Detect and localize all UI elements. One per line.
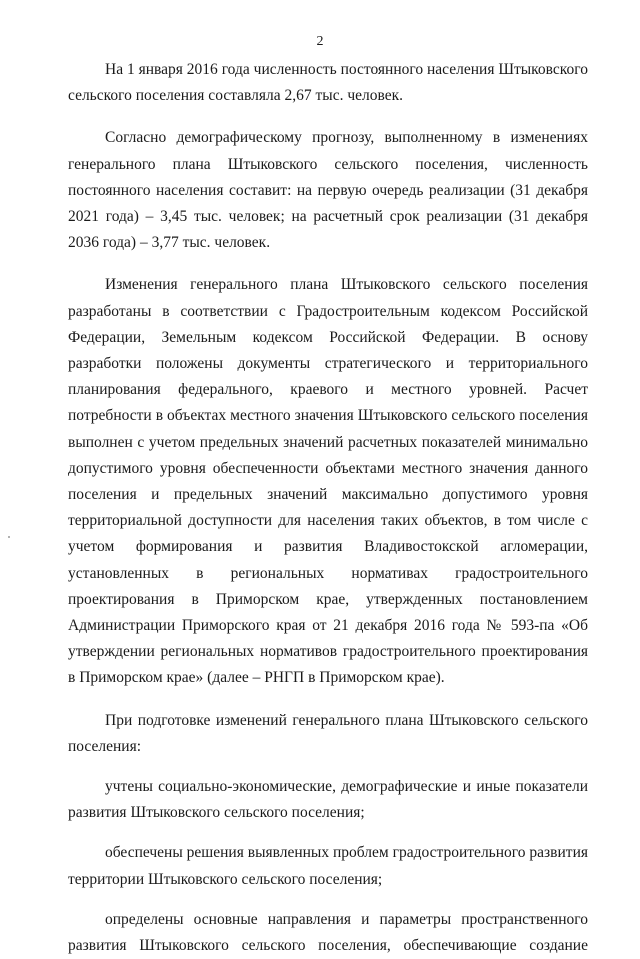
paragraph-preparation-intro: При подготовке изменений генерального плана Штыковского сельского поселения: xyxy=(68,711,588,755)
page-number: 2 xyxy=(316,34,324,49)
margin-speck xyxy=(8,536,10,538)
paragraph-development-directions: определены основные направления и параметры пространственного развития Штыковского сельского поселения, обеспечивающие создание xyxy=(68,910,588,955)
paragraph-problems-solved: обеспечены решения выявленных проблем градостроительного развития территории Штыковского сельского поселения; xyxy=(68,844,588,888)
paragraph-legal-basis: Изменения генерального плана Штыковского сельского поселения разработаны в соответствии с Градостроительным кодексом Российской Федерации, Земельным кодексом Российской Федерации. В основу разработки положены документы стратегического и территориального планирования федерального, краевого и местного уровней. Расчет потребности в объектах местного значения Штыковского сельского поселения выполнен с учетом предельных значений расчетных показателей минимально допустимого уровня обеспеченности объектами местного значения данного поселения и предельных значений максимально допустимого уровня территориальной доступности для населения таких объектов, в том числе с учетом формирования и развития Владивостокской агломерации, установленных в региональных нормативах градостроительного проектирования в Приморском крае, утвержденных постановлением Администрации Приморского края от 21 декабря 2016 года № 593-па «Об утверждении региональных нормативов градостроительного проектирования в Приморском крае» (далее – РНГП в Приморском крае). xyxy=(68,276,588,687)
paragraph-indicators-considered: учтены социально-экономические, демографические и иные показатели развития Штыковского сельского поселения; xyxy=(68,778,588,822)
paragraph-population: На 1 января 2016 года численность постоянного населения Штыковского сельского поселения составляла 2,67 тыс. человек. xyxy=(68,61,588,105)
paragraph-demographic-forecast: Согласно демографическому прогнозу, выполненному в изменениях генерального плана Штыковского сельского поселения, численность постоянного населения составит: на первую очередь реализации (31 декабря 2021 года) – 3,45 тыс. человек; на расчетный срок реализации (31 декабря 2036 года) – 3,77 тыс. человек. xyxy=(68,129,588,252)
body-text xyxy=(68,57,588,959)
